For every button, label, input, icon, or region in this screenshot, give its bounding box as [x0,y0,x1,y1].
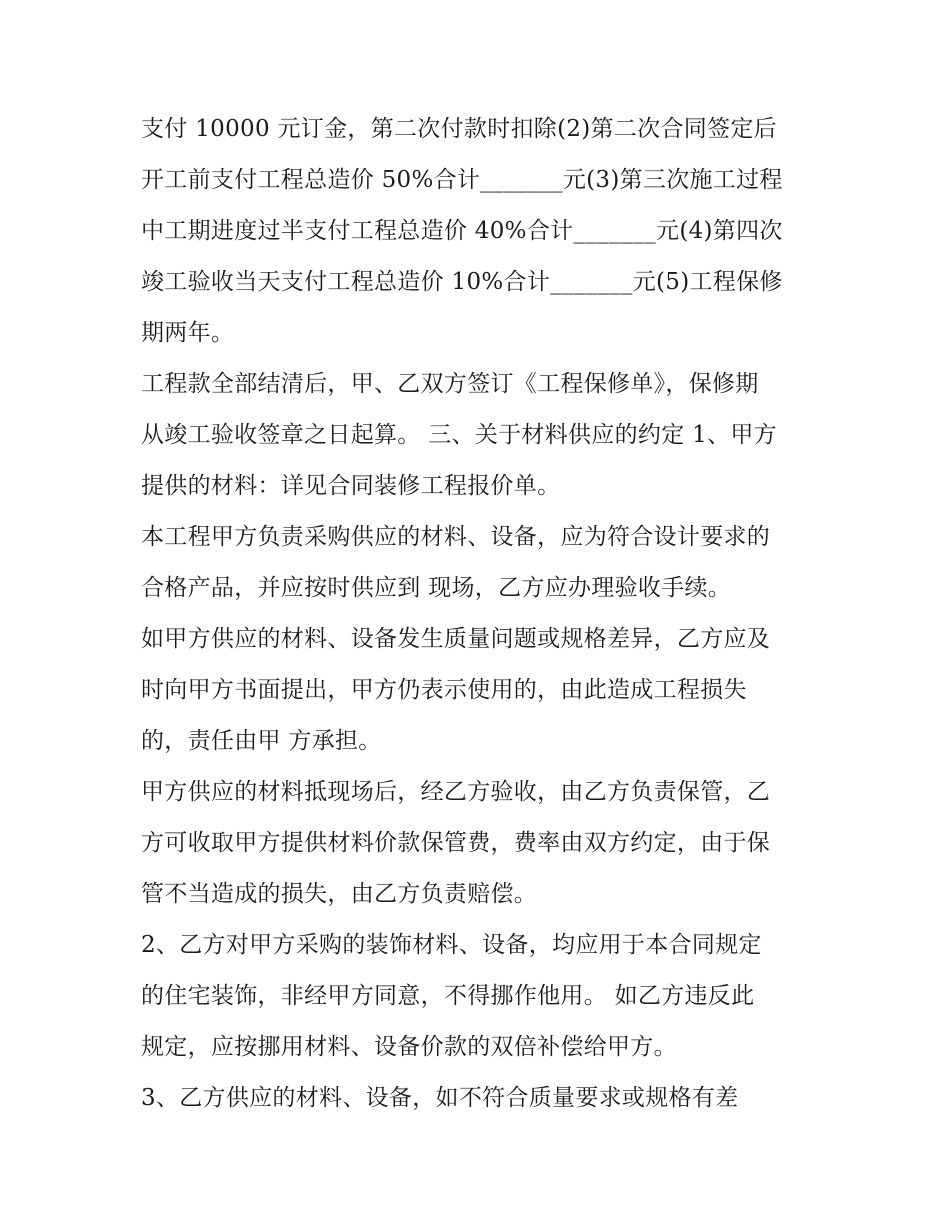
text-line: 开工前支付工程总造价 50%合计_______元(3)第三次施工过程 [141,167,783,193]
text-line: 本工程甲方负责采购供应的材料、设备，应为符合设计要求的 [141,524,771,550]
document-body [141,104,821,1124]
text-line: 提供的材料：详见合同装修工程报价单。 [141,473,561,499]
text-line: 时向甲方书面提出，甲方仍表示使用的，由此造成工程损失 [141,677,747,703]
paragraph-owner-materials [141,512,821,614]
text-line: 的住宅装饰，非经甲方同意，不得挪作他用。 如乙方违反此 [141,983,755,1009]
text-line: 的，责任由甲 方承担。 [141,728,382,754]
paragraph-clause-2 [141,920,821,1073]
paragraph-payment-schedule [141,104,821,359]
text-line: 工程款全部结清后，甲、乙双方签订《工程保修单》，保修期 [141,371,759,397]
text-line: 规定，应按挪用材料、设备价款的双倍补偿给甲方。 [141,1034,677,1060]
text-line: 2、乙方对甲方采购的装饰材料、设备，均应用于本合同规定 [141,932,762,958]
text-line: 方可收取甲方提供材料价款保管费，费率由双方约定，由于保 [141,830,771,856]
text-line: 中工期进度过半支付工程总造价 40%合计_______元(4)第四次 [141,218,783,244]
paragraph-storage [141,767,821,920]
text-line: 竣工验收当天支付工程总造价 10%合计_______元(5)工程保修 [141,269,783,295]
text-line: 期两年。 [141,320,235,346]
text-line: 支付 10000 元订金，第二次付款时扣除(2)第二次合同签定后 [141,116,777,142]
text-line: 如甲方供应的材料、设备发生质量问题或规格差异，乙方应及 [141,626,771,652]
paragraph-clause-3 [141,1073,821,1124]
paragraph-quality-issues [141,614,821,767]
paragraph-warranty [141,359,821,512]
text-line: 3、乙方供应的材料、设备，如不符合质量要求或规格有差 [141,1085,739,1111]
text-line: 管不当造成的损失，由乙方负责赔偿。 [141,881,538,907]
text-line: 甲方供应的材料抵现场后，经乙方验收，由乙方负责保管，乙 [141,779,771,805]
text-line: 从竣工验收签章之日起算。 三、关于材料供应的约定 1、甲方 [141,422,777,448]
text-line: 合格产品，并应按时供应到 现场，乙方应办理验收手续。 [141,575,732,601]
